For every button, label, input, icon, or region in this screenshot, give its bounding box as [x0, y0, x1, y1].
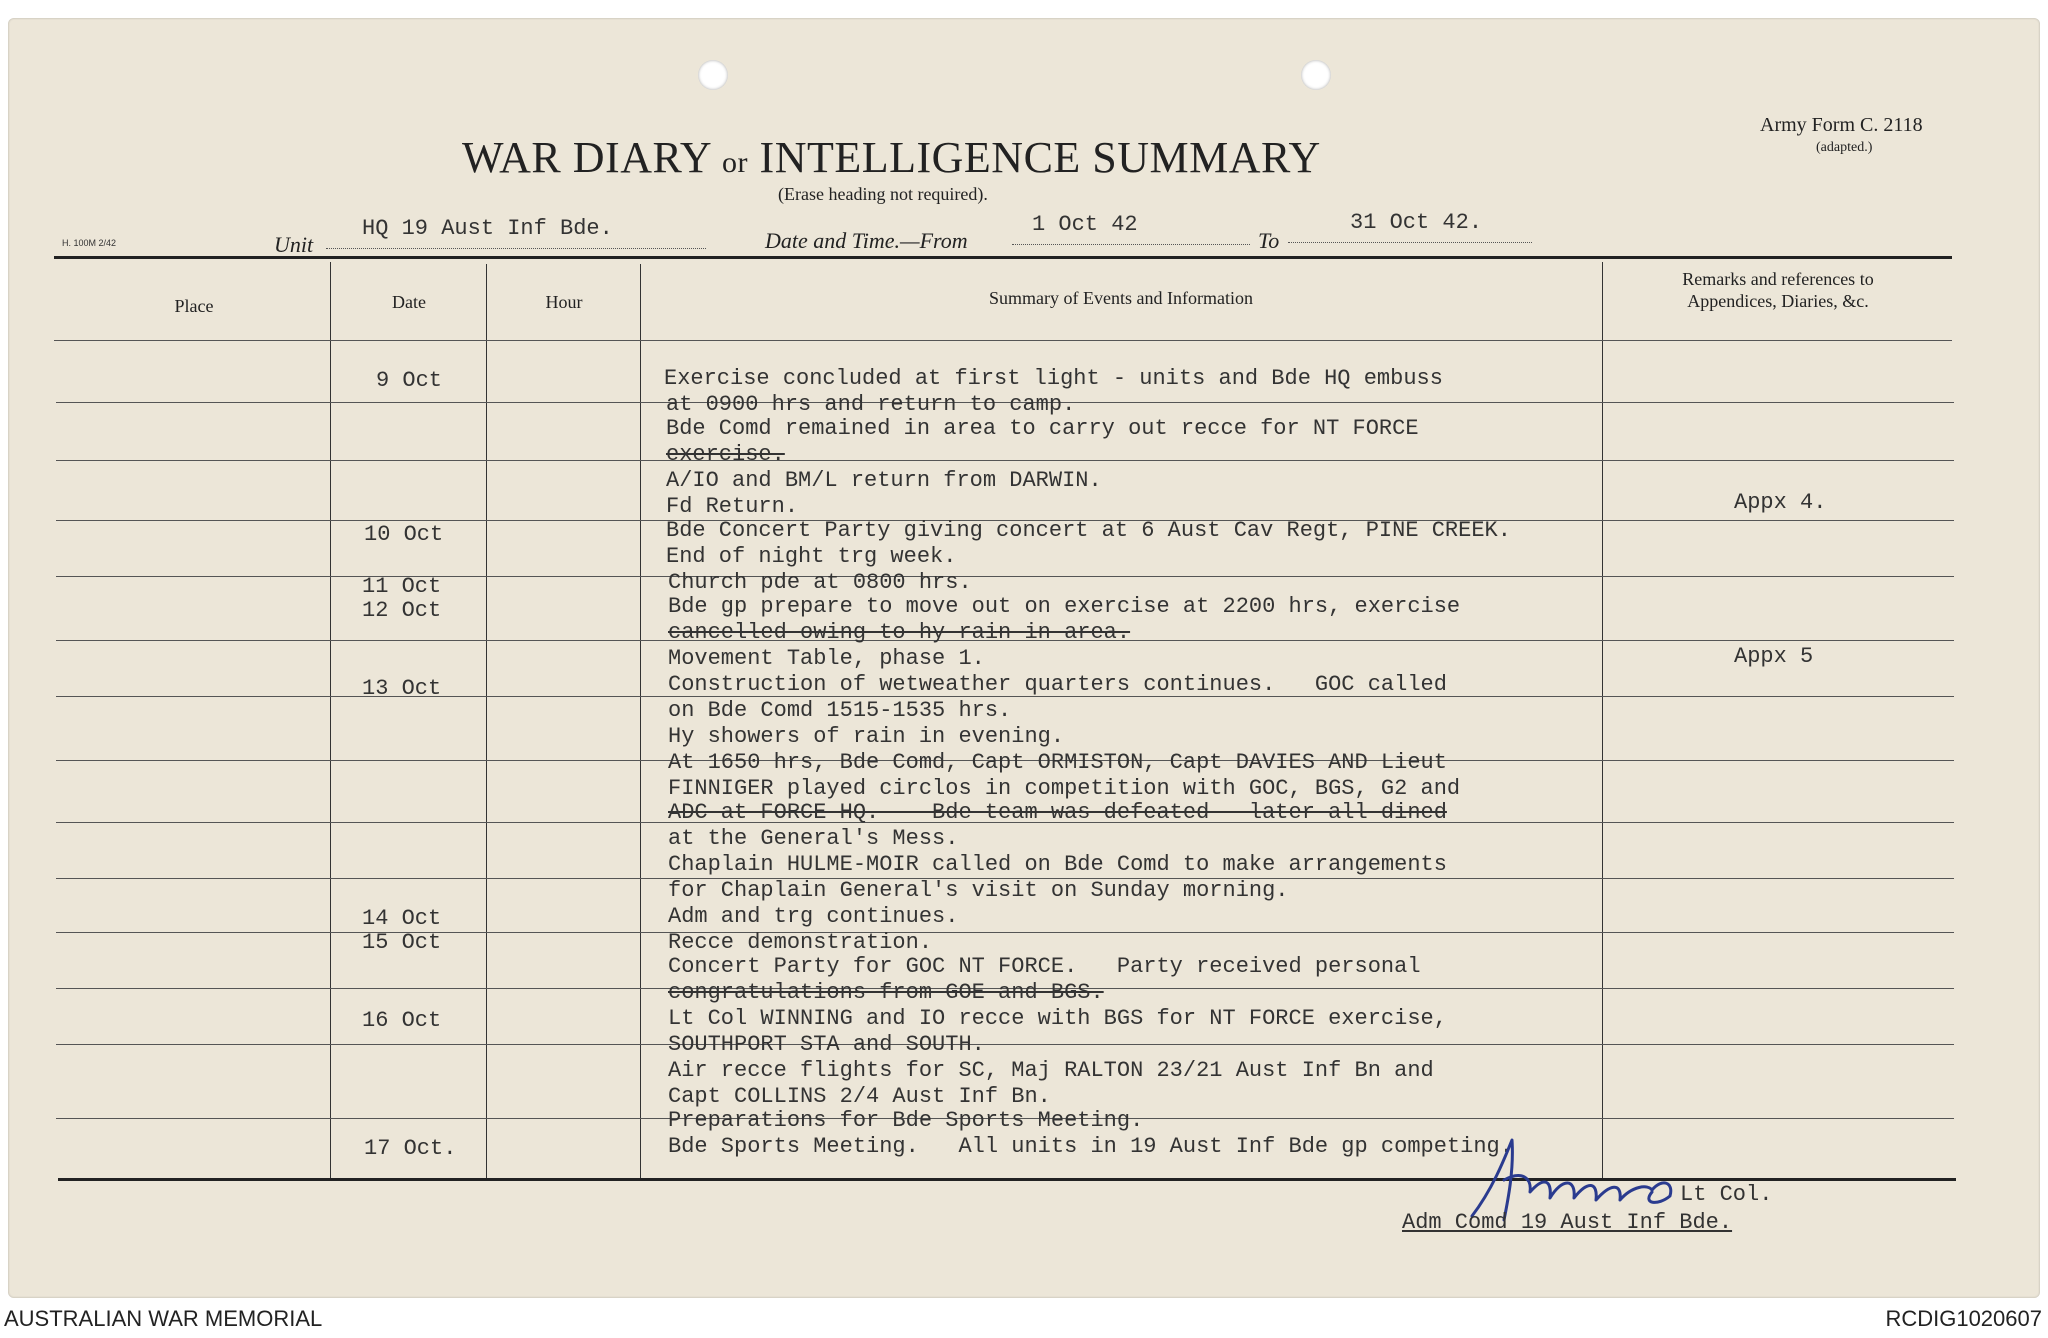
- army-form-number: Army Form C. 2118: [1760, 114, 1923, 136]
- entry-date: 15 Oct: [362, 930, 442, 955]
- entry-text: At 1650 hrs, Bde Comd, Capt ORMISTON, Capt DAVIES AND Lieut: [668, 750, 1447, 775]
- entry-text: Lt Col WINNING and IO recce with BGS for NT FORCE exercise,: [668, 1006, 1447, 1031]
- entry-text: Bde gp prepare to move out on exercise at 2200 hrs, exercise: [668, 594, 1461, 619]
- entry-date: 9 Oct: [376, 368, 443, 393]
- entry-text: Church pde at 0800 hrs.: [668, 570, 972, 595]
- row-rule: [56, 576, 1954, 577]
- footer-reference: RCDIG1020607: [1885, 1306, 2042, 1331]
- entry-text: Adm and trg continues.: [668, 904, 959, 929]
- datetime-to-label: To: [1258, 228, 1280, 253]
- entry-text: Capt COLLINS 2/4 Aust Inf Bn.: [668, 1084, 1051, 1109]
- print-code: H. 100M 2/42: [62, 238, 117, 248]
- entry-text: Construction of wetweather quarters continues. GOC called: [668, 672, 1447, 697]
- entry-text: Hy showers of rain in evening.: [668, 724, 1065, 749]
- entry-text: FINNIGER played circlos in competition with GOC, BGS, G2 and: [668, 776, 1461, 801]
- title-intelligence-summary: INTELLIGENCE SUMMARY: [759, 133, 1321, 182]
- unit-underline: [326, 248, 706, 249]
- subheading: (Erase heading not required).: [778, 184, 988, 204]
- divider-summary-remarks: [1602, 262, 1603, 1178]
- entry-text: Preparations for Bde Sports Meeting.: [668, 1108, 1144, 1133]
- entry-text: ADC at FORCE HQ. Bde team was defeated - later all dined: [668, 800, 1447, 825]
- entry-date: 16 Oct: [362, 1008, 442, 1033]
- entry-text: Bde Comd remained in area to carry out recce for NT FORCE: [666, 416, 1419, 441]
- entry-date: 10 Oct: [364, 522, 444, 547]
- entry-date: 14 Oct: [362, 906, 442, 931]
- entry-text: Recce demonstration.: [668, 930, 933, 955]
- col-header-date: Date: [392, 292, 426, 312]
- entry-text: Bde Concert Party giving concert at 6 Aust Cav Regt, PINE CREEK.: [666, 518, 1511, 543]
- entry-text: Chaplain HULME-MOIR called on Bde Comd to make arrangements: [668, 852, 1447, 877]
- to-underline: [1288, 242, 1532, 243]
- entry-text: cancelled owing to hy rain in area.: [668, 620, 1131, 645]
- entry-text: SOUTHPORT STA and SOUTH.: [668, 1032, 985, 1057]
- entry-remark: Appx 4.: [1734, 490, 1827, 515]
- page-title: [462, 132, 1321, 183]
- entry-date: 12 Oct: [362, 598, 442, 623]
- entry-text: congratulations from GOE and BGS.: [668, 980, 1104, 1005]
- from-underline: [1012, 244, 1250, 245]
- title-or: or: [722, 146, 749, 179]
- entry-text: at the General's Mess.: [668, 826, 959, 851]
- entry-text: Fd Return.: [666, 494, 799, 519]
- unit-value: HQ 19 Aust Inf Bde.: [362, 216, 613, 241]
- col-header-summary: Summary of Events and Information: [989, 288, 1253, 308]
- table-top-rule: [54, 256, 1952, 259]
- datetime-to-value: 31 Oct 42.: [1350, 210, 1483, 235]
- header-rule: [54, 340, 1952, 341]
- entry-text: Movement Table, phase 1.: [668, 646, 985, 671]
- entry-text: Exercise concluded at first light - units and Bde HQ embuss: [664, 366, 1443, 391]
- entry-text: at 0900 hrs and return to camp.: [666, 392, 1076, 417]
- datetime-from-label: Date and Time.—From: [765, 228, 968, 253]
- entry-date: 17 Oct.: [364, 1136, 457, 1161]
- col-header-place: Place: [174, 296, 214, 316]
- entry-text: on Bde Comd 1515-1535 hrs.: [668, 698, 1012, 723]
- signature-rank: Lt Col.: [1680, 1182, 1773, 1207]
- entry-text: exercise.: [666, 442, 785, 467]
- col-header-hour: Hour: [545, 292, 583, 312]
- signature-title: Adm Comd 19 Aust Inf Bde.: [1402, 1210, 1733, 1235]
- punch-hole: [1301, 60, 1331, 90]
- punch-hole: [698, 60, 728, 90]
- divider-place-date: [330, 262, 331, 1178]
- datetime-from-value: 1 Oct 42: [1032, 212, 1138, 237]
- entry-text: End of night trg week.: [666, 544, 957, 569]
- entry-text: for Chaplain General's visit on Sunday morning.: [668, 878, 1289, 903]
- col-header-remarks-line1: Remarks and references to: [1682, 269, 1874, 289]
- entry-remark: Appx 5: [1734, 644, 1814, 669]
- col-header-remarks: [1604, 268, 1952, 312]
- row-rule: [56, 460, 1954, 461]
- title-war-diary: WAR DIARY: [462, 133, 711, 182]
- army-form-note: (adapted.): [1816, 140, 1873, 155]
- entry-text: Bde Sports Meeting. All units in 19 Aust Inf Bde gp competing.: [668, 1134, 1513, 1159]
- unit-label: Unit: [274, 232, 314, 257]
- entry-date: 13 Oct: [362, 676, 442, 701]
- row-rule: [56, 932, 1954, 933]
- entry-text: A/IO and BM/L return from DARWIN.: [666, 468, 1102, 493]
- entry-text: Air recce flights for SC, Maj RALTON 23/21 Aust Inf Bn and: [668, 1058, 1434, 1083]
- footer-source: AUSTRALIAN WAR MEMORIAL: [4, 1306, 323, 1331]
- col-header-remarks-line2: Appendices, Diaries, &c.: [1687, 291, 1869, 311]
- row-rule: [56, 1044, 1954, 1045]
- entry-text: Concert Party for GOC NT FORCE. Party received personal: [668, 954, 1421, 979]
- entry-date: 11 Oct: [362, 574, 442, 599]
